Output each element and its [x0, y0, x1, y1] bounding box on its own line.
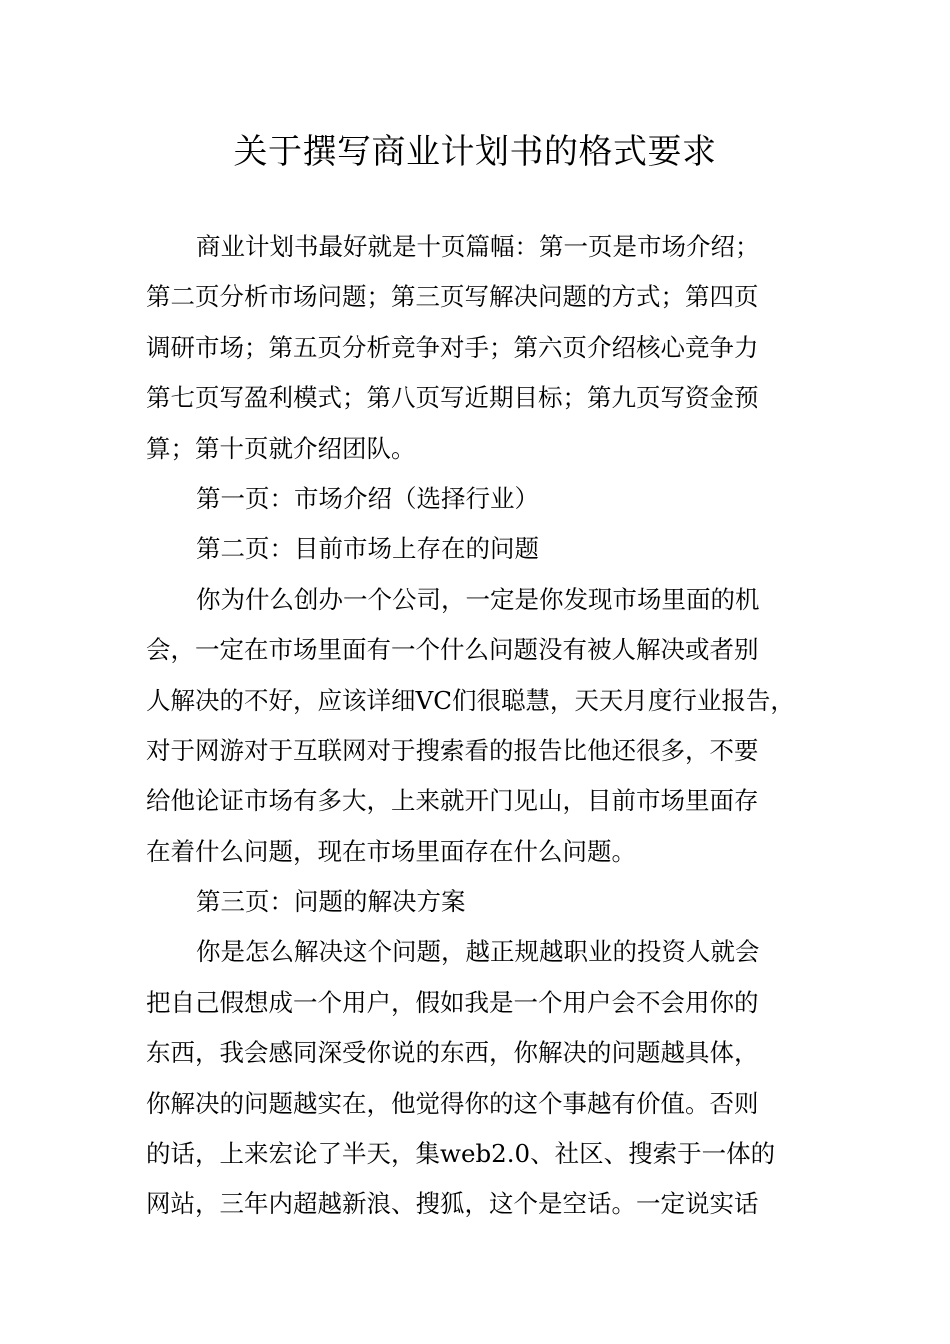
paragraph-line: 给他论证市场有多大，上来就开门见山，目前市场里面存: [146, 786, 759, 816]
paragraph-line: 你解决的问题越实在，他觉得你的这个事越有价值。否则: [146, 1088, 759, 1118]
paragraph-line: 你是怎么解决这个问题，越正规越职业的投资人就会: [196, 937, 760, 967]
paragraph-line: 把自己假想成一个用户，假如我是一个用户会不会用你的: [146, 987, 759, 1017]
paragraph-line: 人解决的不好，应该详细VC们很聪慧，天天月度行业报告，: [146, 685, 795, 715]
paragraph-line: 在着什么问题，现在市场里面存在什么问题。: [146, 836, 636, 866]
paragraph-line: 网站，三年内超越新浪、搜狐，这个是空话。一定说实话: [146, 1189, 759, 1219]
paragraph-line: 的话，上来宏论了半天，集web2.0、社区、搜索于一体的: [146, 1139, 776, 1169]
paragraph-line: 会，一定在市场里面有一个什么问题没有被人解决或者别: [146, 635, 759, 665]
paragraph-line: 第七页写盈利模式；第八页写近期目标；第九页写资金预: [146, 383, 759, 413]
paragraph-line: 调研市场；第五页分析竞争对手；第六页介绍核心竞争力: [146, 332, 759, 362]
paragraph-line: 算；第十页就介绍团队。: [146, 433, 416, 463]
paragraph-line: 东西，我会感同深受你说的东西，你解决的问题越具体，: [146, 1038, 759, 1068]
section-heading-page-3: 第三页：问题的解决方案: [196, 887, 466, 917]
section-heading-page-1: 第一页：市场介绍（选择行业）: [196, 483, 539, 513]
paragraph-line: 第二页分析市场问题；第三页写解决问题的方式；第四页: [146, 282, 759, 312]
section-heading-page-2: 第二页：目前市场上存在的问题: [196, 534, 539, 564]
document-title: 关于撰写商业计划书的格式要求: [233, 132, 717, 172]
paragraph-line: 商业计划书最好就是十页篇幅：第一页是市场介绍；: [196, 232, 760, 261]
paragraph-line: 对于网游对于互联网对于搜索看的报告比他还很多，不要: [146, 735, 759, 765]
paragraph-line: 你为什么创办一个公司，一定是你发现市场里面的机: [196, 584, 760, 614]
document-body: [146, 222, 816, 1230]
